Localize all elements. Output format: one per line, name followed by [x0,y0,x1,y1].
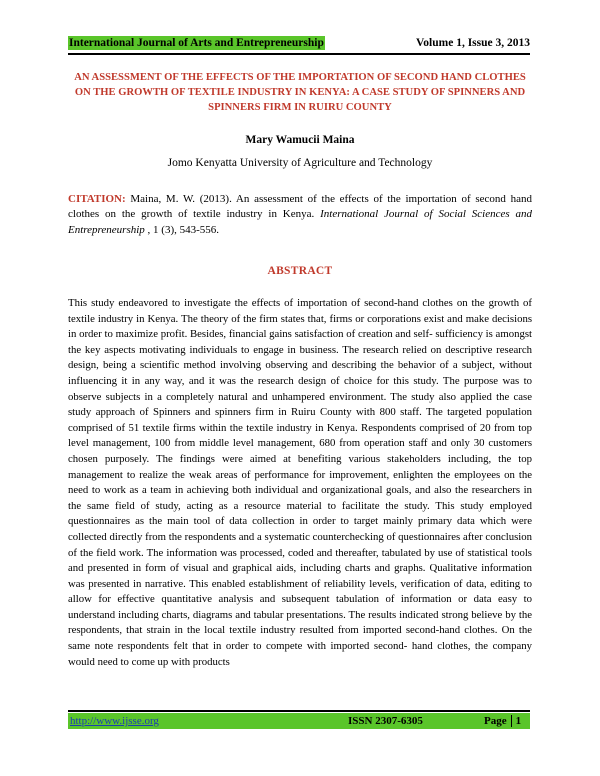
page-header [68,36,530,52]
page-number: 1 [515,715,522,727]
page-separator [511,715,512,727]
author-affiliation: Jomo Kenyatta University of Agriculture and Technology [167,157,433,169]
citation-journal: International Journal of Social Sciences and Entrepreneurship [68,208,533,236]
author-name: Mary Wamucii Maina [245,134,355,146]
citation-label: CITATION: [68,193,126,205]
footer-divider [68,710,530,712]
citation-block [68,192,532,238]
page-footer [68,713,530,729]
citation-text: Maina, M. W. (2013). An assessment of the effects of the importation of second hand clothes on the growth of textile industry in Kenya. [68,193,532,221]
page-indicator [484,713,521,729]
journal-url-link[interactable]: http://www.ijsse.org [70,715,159,727]
journal-name: International Journal of Arts and Entrepreneurship [69,37,324,49]
paper-title: AN ASSESSMENT OF THE EFFECTS OF THE IMPORTATION OF SECOND HAND CLOTHES ON THE GROWTH OF TEXTILE INDUSTRY IN KENYA: A CASE STUDY OF SPINNERS AND SPINNERS FIRM IN RUIRU COUNTY [74,72,526,113]
header-divider [68,53,530,55]
page-label: Page [484,715,507,727]
volume-issue: Volume 1, Issue 3, 2013 [416,37,530,49]
citation-tail: , 1 (3), 543-556. [144,223,220,236]
abstract-body: This study endeavored to investigate the effects of importation of second-hand clothes on the growth of textile industry in Kenya. The theory of the firm states that, firms or corporations exist and make decisions in order to maximize profit. Besides, financial gains satisfaction of creation and self- sufficiency is amongst the key aspects motivating individuals to engage in business. The research relied on descriptive research design, being a scientific method involving observing and describing the behavior of a subject, without influencing it in any way, and it was the research design of choice for this study. The purpose was to observe subjects in a completely natural and unhampered environment. The study also applied the case study approach of Spinners and spinners firm in Ruiru County with 800 staff. The targeted population comprised of 51 textile firms within the textile industry in Kenya. Respondents comprised of 20 from top level management, 100 from middle level management, 680 from operation staff and only 30 customers chosen purposely. The findings were aimed at benefiting various stakeholders including, the top management to realize the weak areas of performance for improvement, enlighten the employees on the need to work as a team in achieving both individual and organizational goals, and also the researchers in the same field of study, acting as a resource material to facilitate the study. This study employed questionnaires as the main tool of data collection in order to target mainly primary data which were collected directly from the respondents and a systematic counterchecking of questionnaires after conclusion of the field work. The information was processed, coded and thereafter, tabulated by use of statistical tools and presented in form of visual and graphical aids, including charts and graphs. Qualitative information was presented in narrative. This enabled establishment of reliability levels, verification of data, editing to allow for effective quantitative analysis and subsequent tabulation of information or data easy to understand including charts, diagrams and tabular presentations. The results indicated strong believe by the respondents, that strain in the local textile industry resulted from imported second-hand clothes. On the same note respondents felt that in order to compete with imported second- hand clothes, the company would need to come up with products [68,297,532,668]
issn-number: ISSN 2307-6305 [348,715,423,727]
abstract-heading: ABSTRACT [267,265,333,277]
